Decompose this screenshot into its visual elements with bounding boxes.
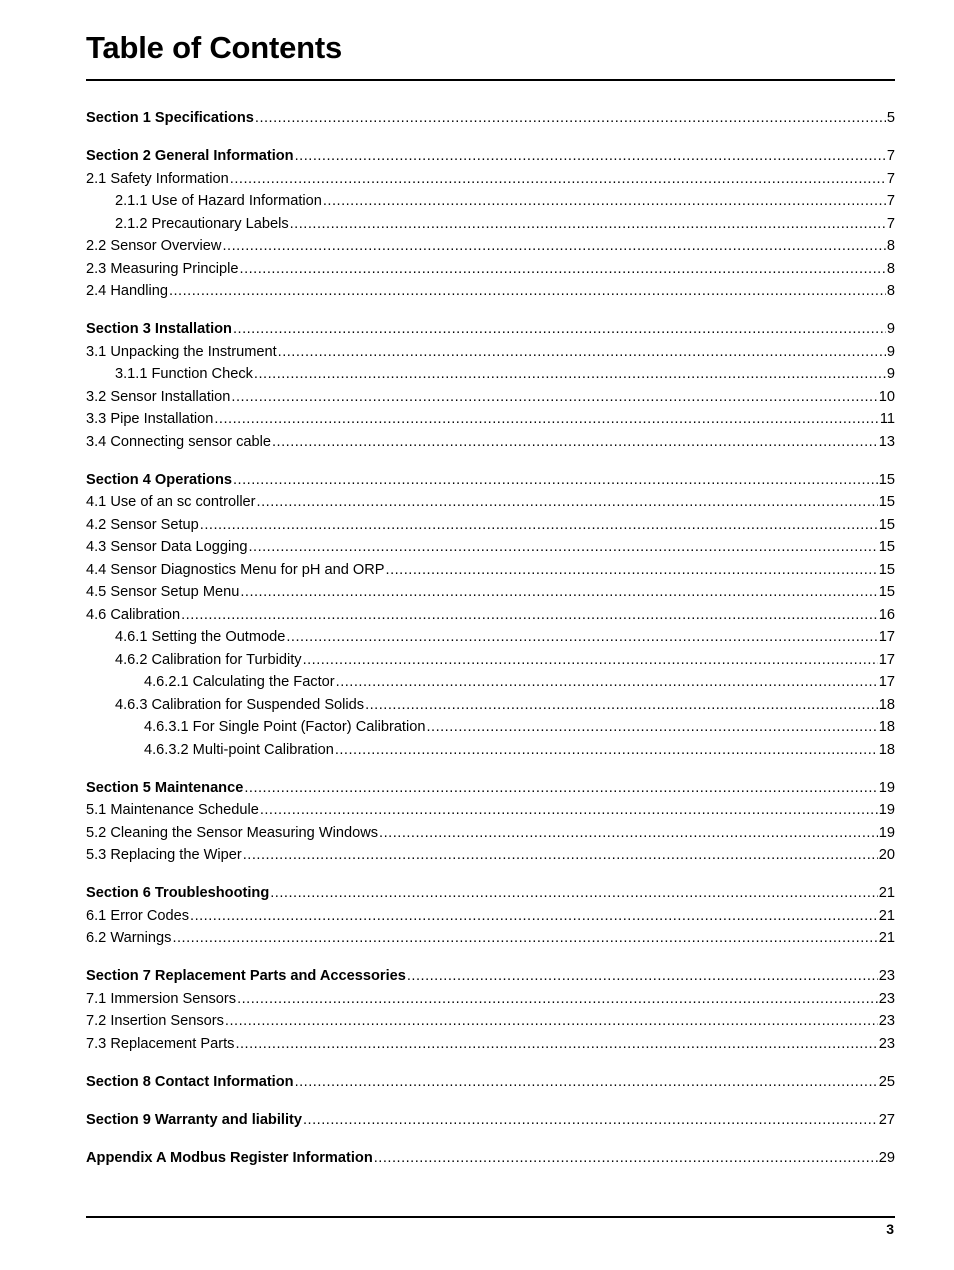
dot-leader [335,739,878,762]
toc-entry-page: 15 [878,471,895,488]
dot-leader [254,363,886,386]
dot-leader [233,469,878,492]
toc-entry[interactable] [86,514,895,537]
toc-entry-title: 5.3 Replacing the Wiper [86,847,242,863]
dot-leader [386,559,878,582]
toc-entry[interactable] [86,626,895,649]
dot-leader [200,514,878,537]
toc-entry-page: 15 [878,516,895,533]
toc-section-entry[interactable] [86,318,895,341]
dot-leader [248,536,877,559]
toc-entry-title: 6.2 Warnings [86,930,172,946]
toc-entry[interactable] [86,431,895,454]
toc-entry-page: 19 [878,779,895,796]
toc-entry[interactable] [86,581,895,604]
dot-leader [181,604,878,627]
toc-entry[interactable] [86,559,895,582]
dot-leader [240,581,877,604]
toc-entry-page: 17 [878,674,895,690]
toc-entry-title: 3.1 Unpacking the Instrument [86,343,277,360]
toc-entry-title: 4.6.2.1 Calculating the Factor [144,674,335,690]
toc-entry-title: 5.1 Maintenance Schedule [86,802,259,818]
toc-entry-page: 18 [878,696,895,713]
toc-entry[interactable] [86,168,895,191]
toc-entry-page: 13 [878,433,895,450]
toc-entry-title: 7.1 Immersion Sensors [86,990,237,1007]
toc-entry[interactable] [86,649,895,672]
toc-entry-page: 19 [878,824,895,841]
toc-entry-title: 4.6.3.1 For Single Point (Factor) Calibration [144,719,426,735]
toc-entry[interactable] [86,927,895,950]
toc-entry[interactable] [86,363,895,386]
toc-entry[interactable] [86,190,895,213]
toc-entry-page: 7 [886,215,895,232]
dot-leader [290,213,886,236]
toc-entry[interactable] [86,1010,895,1033]
toc-entry-title: Section 4 Operations [86,471,232,488]
toc-entry[interactable] [86,386,895,409]
dot-leader [272,431,878,454]
toc-entry-title: 4.6 Calibration [86,606,181,623]
toc-entry-title: 4.5 Sensor Setup Menu [86,584,240,600]
toc-entry-title: 3.2 Sensor Installation [86,388,231,405]
toc-entry-title: 2.4 Handling [86,283,168,299]
dot-leader [365,694,878,717]
dot-leader [233,318,886,341]
toc-entry-title: 7.2 Insertion Sensors [86,1013,224,1029]
toc-entry-title: 4.2 Sensor Setup [86,516,199,533]
toc-entry-page: 15 [878,584,895,600]
toc-entry-page: 9 [886,343,895,360]
toc-entry-title: Section 5 Maintenance [86,779,244,796]
title-divider [86,79,895,81]
toc-section-entry[interactable] [86,1071,895,1094]
toc-entry-title: 5.2 Cleaning the Sensor Measuring Windows [86,824,379,841]
toc-entry-title: Section 2 General Information [86,148,294,164]
dot-leader [336,671,878,694]
toc-entry-page: 27 [878,1111,895,1128]
toc-entry-title: 4.6.1 Setting the Outmode [115,629,286,645]
toc-entry-title: 6.1 Error Codes [86,907,190,924]
toc-entry-page: 23 [878,968,895,984]
toc-entry[interactable] [86,604,895,627]
dot-leader [323,190,886,213]
toc-entry-title: 3.1.1 Function Check [115,366,253,382]
dot-leader [426,716,877,739]
toc-entry-title: Section 3 Installation [86,321,232,337]
dot-leader [225,1010,878,1033]
toc-entry-page: 16 [878,606,895,623]
toc-entry[interactable] [86,799,895,822]
toc-entry[interactable] [86,213,895,236]
dot-leader [255,107,886,130]
toc-entry-page: 21 [878,930,895,946]
toc-entry-title: 2.2 Sensor Overview [86,238,222,254]
toc-entry-title: 2.1.1 Use of Hazard Information [115,193,322,209]
table-of-contents [86,107,895,1169]
toc-entry-title: Section 6 Troubleshooting [86,885,270,901]
toc-entry-page: 23 [878,1035,895,1052]
toc-entry[interactable] [86,258,895,281]
toc-entry-page: 9 [886,321,895,337]
toc-entry-page: 18 [878,741,895,758]
dot-leader [295,1071,878,1094]
toc-entry-title: 4.6.2 Calibration for Turbidity [115,651,302,668]
dot-leader [172,927,877,950]
toc-section-entry[interactable] [86,145,895,168]
dot-leader [169,280,886,303]
toc-entry-page: 7 [886,193,895,209]
toc-entry-title: 2.1 Safety Information [86,170,229,187]
toc-entry-title: Appendix A Modbus Register Information [86,1149,373,1166]
dot-leader [303,1109,878,1132]
dot-leader [214,408,878,431]
toc-entry-page: 17 [878,629,895,645]
footer-divider [86,1216,895,1218]
toc-entry-page: 19 [878,802,895,818]
toc-entry-title: 4.6.3 Calibration for Suspended Solids [115,696,365,713]
toc-entry-title: 3.3 Pipe Installation [86,411,214,427]
toc-entry-page: 25 [878,1073,895,1090]
toc-entry[interactable] [86,716,895,739]
dot-leader [257,491,878,514]
dot-leader [374,1147,878,1170]
toc-entry-title: 7.3 Replacement Parts [86,1035,235,1052]
toc-entry[interactable] [86,844,895,867]
toc-entry[interactable] [86,671,895,694]
toc-entry-page: 23 [878,1013,895,1029]
toc-entry-title: 2.3 Measuring Principle [86,260,239,277]
toc-entry-page: 21 [878,907,895,924]
toc-entry-page: 7 [886,170,895,187]
toc-entry-page: 23 [878,990,895,1007]
toc-entry-page: 15 [878,561,895,578]
toc-entry-page: 11 [879,411,895,427]
toc-section-entry[interactable] [86,1109,895,1132]
toc-entry-title: Section 1 Specifications [86,110,254,126]
toc-entry-page: 20 [878,847,895,863]
dot-leader [240,258,886,281]
toc-entry[interactable] [86,1033,895,1056]
toc-entry[interactable] [86,988,895,1011]
toc-entry-page: 8 [886,283,895,299]
toc-entry-title: Section 9 Warranty and liability [86,1111,302,1128]
toc-section-entry[interactable] [86,107,895,130]
dot-leader [222,235,885,258]
dot-leader [407,965,878,988]
dot-leader [303,649,878,672]
toc-entry[interactable] [86,822,895,845]
toc-entry-page: 21 [878,885,895,901]
toc-section-entry[interactable] [86,965,895,988]
toc-section-entry[interactable] [86,777,895,800]
page-title: Table of Contents [86,30,343,65]
toc-entry[interactable] [86,341,895,364]
toc-entry-page: 8 [886,260,895,277]
dot-leader [230,168,886,191]
toc-entry-page: 7 [886,148,895,164]
toc-entry-page: 15 [878,539,895,555]
toc-entry-page: 5 [886,110,895,126]
dot-leader [244,777,877,800]
toc-entry-title: 3.4 Connecting sensor cable [86,433,271,450]
dot-leader [243,844,878,867]
dot-leader [260,799,878,822]
toc-entry-title: 4.1 Use of an sc controller [86,494,256,510]
toc-entry[interactable] [86,905,895,928]
toc-entry[interactable] [86,235,895,258]
toc-entry-page: 8 [886,238,895,254]
toc-section-entry[interactable] [86,882,895,905]
toc-entry-page: 29 [878,1149,895,1166]
toc-entry[interactable] [86,491,895,514]
toc-entry[interactable] [86,536,895,559]
toc-entry[interactable] [86,694,895,717]
toc-entry-page: 10 [878,388,895,405]
toc-entry-title: 4.4 Sensor Diagnostics Menu for pH and ORP [86,561,385,578]
toc-entry[interactable] [86,280,895,303]
toc-section-entry[interactable] [86,469,895,492]
toc-entry-title: 2.1.2 Precautionary Labels [115,215,289,232]
page-number: 3 [886,1221,894,1237]
dot-leader [295,145,886,168]
dot-leader [237,988,878,1011]
toc-entry[interactable] [86,408,895,431]
toc-entry-title: 4.3 Sensor Data Logging [86,539,248,555]
toc-entry-title: Section 8 Contact Information [86,1073,294,1090]
toc-entry-page: 15 [878,494,895,510]
dot-leader [379,822,878,845]
toc-entry-title: Section 7 Replacement Parts and Accessories [86,968,406,984]
toc-entry-title: 4.6.3.2 Multi-point Calibration [144,741,334,758]
dot-leader [278,341,886,364]
toc-entry-page: 17 [878,651,895,668]
dot-leader [270,882,878,905]
toc-section-entry[interactable] [86,1147,895,1170]
dot-leader [286,626,877,649]
toc-entry-page: 18 [878,719,895,735]
dot-leader [235,1033,877,1056]
toc-entry[interactable] [86,739,895,762]
dot-leader [231,386,877,409]
dot-leader [190,905,878,928]
toc-entry-page: 9 [886,366,895,382]
